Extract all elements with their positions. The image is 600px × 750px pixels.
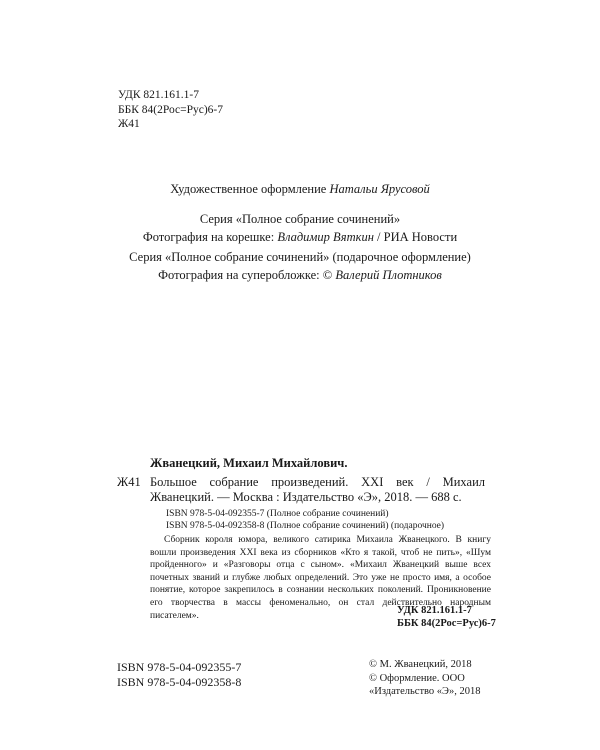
catalog-title-description: Большое собрание произведений. XXI век / Михаил Жванецкий. — Москва : Издательство «Э», 2018. — 688 с. xyxy=(150,475,485,504)
bbk-code: ББК 84(2Рос=Рус)6-7 xyxy=(118,103,223,116)
copyright-design: © Оформление. ООО xyxy=(369,672,465,684)
author-mark: Ж41 xyxy=(118,118,140,130)
gift-series-credits xyxy=(0,248,600,284)
catalog-author-mark: Ж41 xyxy=(117,475,141,489)
footer-isbn-2: ISBN 978-5-04-092358-8 xyxy=(117,674,242,689)
catalog-isbn-list xyxy=(166,508,444,532)
spine-photographer: Владимир Вяткин xyxy=(277,230,374,244)
catalog-isbn-2: ISBN 978-5-04-092358-8 (Полное собрание сочинений) (подарочное) xyxy=(166,521,445,531)
series-line: Серия «Полное собрание сочинений» xyxy=(199,212,401,226)
spine-photo-source: / РИА Новости xyxy=(373,230,458,244)
udk-code: УДК 821.161.1-7 xyxy=(118,89,199,101)
catalog-annotation: Сборник короля юмора, великого сатирика Михаила Жванецкого. В книгу вошли произведения XXI века из сборников «Кто я такой, чтоб не пить», «Шум пройденного» и «Разговоры отца с сыном». «Михаил Жванецкий выше всех почетных званий и глубже любых определений. Это уже не просто имя, а особое понятие, которое закрепилось в сознании нескольких поколений. Проникновение его творчества в массы феноменально, он стал действительно народным писателем». xyxy=(150,535,491,621)
design-label: Художественное оформление xyxy=(170,182,330,196)
footer-isbn xyxy=(117,660,241,689)
gift-series-line: Серия «Полное собрание сочинений» (подарочное оформление) xyxy=(129,250,471,264)
catalog-classification xyxy=(397,604,496,630)
footer-isbn-1: ISBN 978-5-04-092355-7 xyxy=(117,660,242,674)
catalog-udk: УДК 821.161.1-7 xyxy=(397,605,472,616)
series-credits xyxy=(0,210,600,246)
catalog-author: Жванецкий, Михаил Михайлович. xyxy=(150,456,348,470)
copyright-author: © М. Жванецкий, 2018 xyxy=(369,659,472,670)
udk-header xyxy=(118,88,223,132)
designer-name: Натальи Ярусовой xyxy=(329,182,430,196)
copyright-publisher: «Издательство «Э», 2018 xyxy=(369,686,481,697)
design-credit xyxy=(0,180,600,198)
catalog-isbn-1: ISBN 978-5-04-092355-7 (Полное собрание сочинений) xyxy=(166,509,389,519)
catalog-bbk: ББК 84(2Рос=Рус)6-7 xyxy=(397,618,496,629)
spine-photo-label: Фотография на корешке: xyxy=(142,230,278,244)
jacket-photographer: Валерий Плотников xyxy=(335,268,442,282)
jacket-photo-label: Фотография на суперобложке: © xyxy=(158,268,336,282)
copyright-block xyxy=(369,658,481,699)
